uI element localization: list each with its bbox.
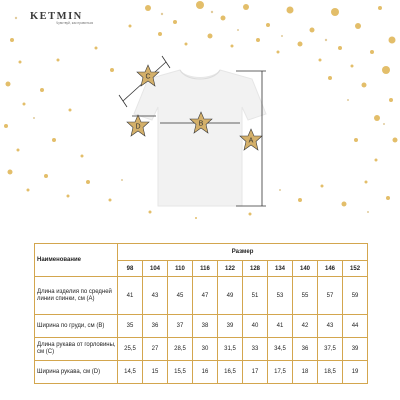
- table-row: [35, 361, 368, 384]
- table-cell: 39: [343, 338, 368, 361]
- table-cell: 41: [118, 277, 143, 315]
- table-cell: 28,5: [168, 338, 193, 361]
- table-cell: 43: [143, 277, 168, 315]
- marker-label-b: B: [198, 120, 204, 128]
- table-cell: 37,5: [318, 338, 343, 361]
- size-header: 134: [268, 261, 293, 277]
- size-header: 98: [118, 261, 143, 277]
- table-cell: 34,5: [268, 338, 293, 361]
- table-cell: 36: [143, 315, 168, 338]
- table-cell: 19: [343, 361, 368, 384]
- table-cell: 35: [118, 315, 143, 338]
- table-cell: 49: [218, 277, 243, 315]
- size-table-container: [34, 243, 367, 384]
- brand-name: KETMIN: [30, 11, 83, 22]
- brand-tagline: Чувствуй, как нравиться: [56, 21, 94, 25]
- table-row: [35, 338, 368, 361]
- size-table: [34, 243, 368, 384]
- table-cell: 15,5: [168, 361, 193, 384]
- header-size-cell: Размер: [118, 244, 368, 261]
- table-cell: 40: [243, 315, 268, 338]
- row-label: Ширина по груди, см (В): [35, 315, 118, 338]
- table-cell: 38: [193, 315, 218, 338]
- table-cell: 44: [343, 315, 368, 338]
- table-cell: 45: [168, 277, 193, 315]
- table-cell: 16: [193, 361, 218, 384]
- table-row: [35, 315, 368, 338]
- table-cell: 25,5: [118, 338, 143, 361]
- table-cell: 43: [318, 315, 343, 338]
- table-cell: 55: [293, 277, 318, 315]
- table-cell: 30: [193, 338, 218, 361]
- table-cell: 17: [243, 361, 268, 384]
- table-cell: 27: [143, 338, 168, 361]
- table-cell: 15: [143, 361, 168, 384]
- table-cell: 47: [193, 277, 218, 315]
- table-cell: 39: [218, 315, 243, 338]
- table-cell: 18: [293, 361, 318, 384]
- marker-label-d: D: [135, 123, 141, 131]
- row-label: Ширина рукава, см (D): [35, 361, 118, 384]
- size-header: 122: [218, 261, 243, 277]
- table-cell: 17,5: [268, 361, 293, 384]
- table-cell: 18,5: [318, 361, 343, 384]
- size-header: 104: [143, 261, 168, 277]
- size-header: 128: [243, 261, 268, 277]
- table-cell: 53: [268, 277, 293, 315]
- table-cell: 14,5: [118, 361, 143, 384]
- size-header: 116: [193, 261, 218, 277]
- table-cell: 41: [268, 315, 293, 338]
- row-label: Длина рукава от горловины, см (С): [35, 338, 118, 361]
- table-cell: 33: [243, 338, 268, 361]
- size-header: 152: [343, 261, 368, 277]
- size-header: 110: [168, 261, 193, 277]
- table-cell: 31,5: [218, 338, 243, 361]
- table-cell: 37: [168, 315, 193, 338]
- marker-star-a: [240, 129, 262, 150]
- marker-label-c: C: [145, 73, 151, 81]
- size-header: 146: [318, 261, 343, 277]
- size-header: 140: [293, 261, 318, 277]
- table-cell: 59: [343, 277, 368, 315]
- row-label: Длина изделия по средней линии спинки, см (А): [35, 277, 118, 315]
- table-cell: 42: [293, 315, 318, 338]
- table-row: [35, 277, 368, 315]
- table-cell: 57: [318, 277, 343, 315]
- table-cell: 51: [243, 277, 268, 315]
- marker-label-a: A: [248, 137, 254, 145]
- table-cell: 16,5: [218, 361, 243, 384]
- header-name-cell: Наименование: [35, 244, 118, 277]
- table-cell: 36: [293, 338, 318, 361]
